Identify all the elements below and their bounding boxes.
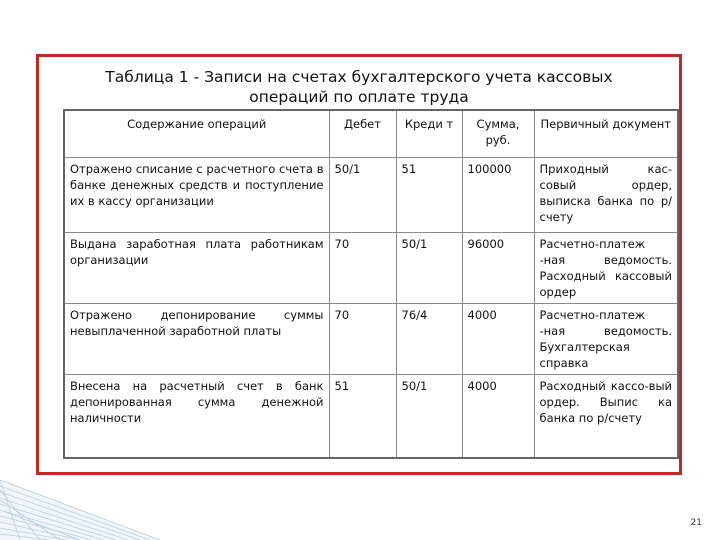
cell-amount: 4000: [462, 304, 534, 375]
cell-document: Расходный кассо-вый ордер. Выпис ка банка по р/счету: [534, 375, 678, 459]
cell-document: Расчетно-платеж -ная ведомость. Расходный кассовый ордер: [534, 233, 678, 304]
cell-content: Внесена на расчетный счет в банк депонированная сумма денежной наличности: [64, 375, 329, 459]
slide-frame: [36, 54, 682, 475]
title-line-2: операций по оплате труда: [249, 88, 469, 106]
cell-content: Отражено депонирование суммы невыплаченной заработной платы: [64, 304, 329, 375]
table-row: [64, 158, 678, 233]
cell-content: Отражено списание с расчетного счета в банке денежных средств и поступление их в кассу организации: [64, 158, 329, 233]
header-debit: Дебет: [329, 110, 396, 158]
cell-debit: 70: [329, 233, 396, 304]
cell-debit: 51: [329, 375, 396, 459]
page-number: 21: [690, 518, 702, 528]
table-row: [64, 233, 678, 304]
table-row: [64, 304, 678, 375]
cell-credit: 50/1: [396, 233, 462, 304]
header-credit: Креди т: [396, 110, 462, 158]
corner-decoration: [0, 440, 160, 540]
cell-credit: 50/1: [396, 375, 462, 459]
cell-debit: 70: [329, 304, 396, 375]
cell-amount: 100000: [462, 158, 534, 233]
title-line-1: Таблица 1 - Записи на счетах бухгалтерского учета кассовых: [105, 68, 613, 86]
cell-credit: 76/4: [396, 304, 462, 375]
header-document: Первичный документ: [534, 110, 678, 158]
cell-amount: 96000: [462, 233, 534, 304]
table-header-row: [64, 110, 678, 158]
header-amount: Сумма, руб.: [462, 110, 534, 158]
accounting-table: [63, 109, 679, 459]
cell-amount: 4000: [462, 375, 534, 459]
cell-credit: 51: [396, 158, 462, 233]
header-content: Содержание операций: [64, 110, 329, 158]
table-title: [39, 67, 679, 107]
cell-document: Расчетно-платеж -ная ведомость. Бухгалтерская справка: [534, 304, 678, 375]
cell-document: Приходный кас-совый ордер, выписка банка по р/счету: [534, 158, 678, 233]
cell-content: Выдана заработная плата работникам организации: [64, 233, 329, 304]
cell-debit: 50/1: [329, 158, 396, 233]
